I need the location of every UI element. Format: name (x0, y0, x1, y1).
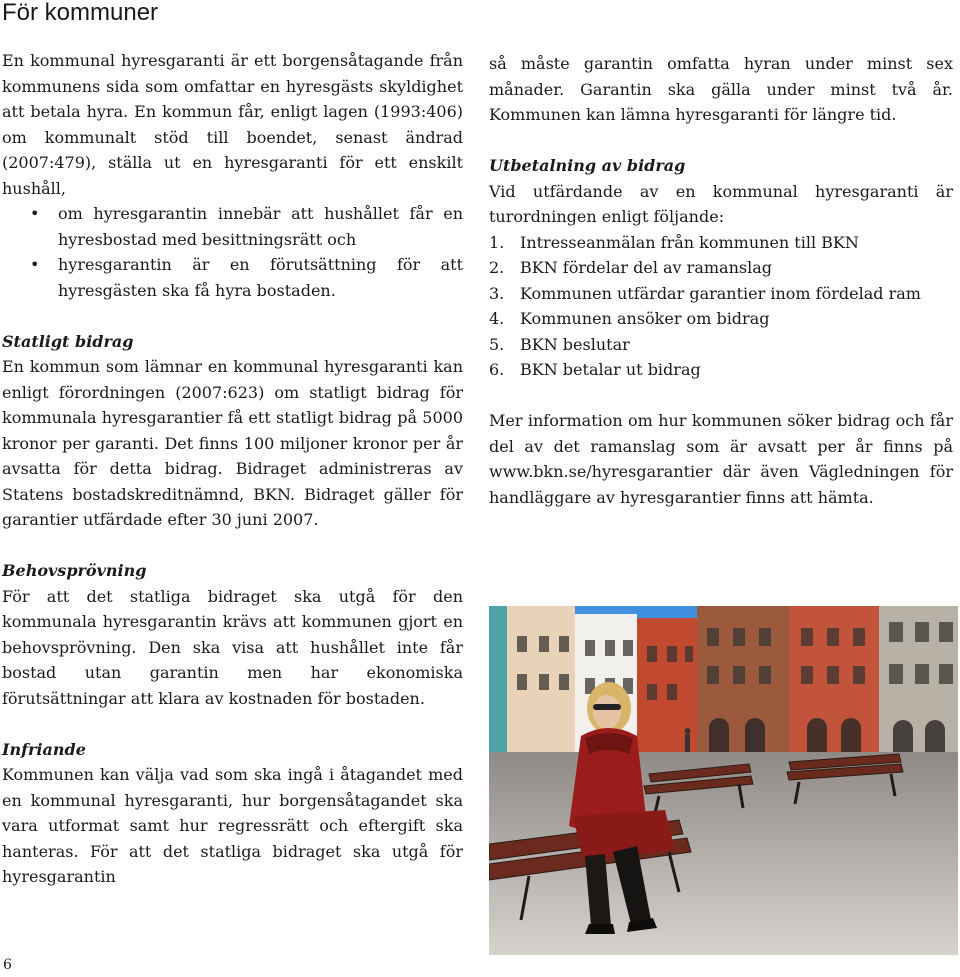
payment-step: 3. Kommunen utfärdar garantier inom fördelad ram (489, 283, 921, 303)
condition-list (2, 201, 463, 303)
payment-step: 6. BKN betalar ut bidrag (489, 360, 701, 379)
page-heading: För kommuner (2, 0, 159, 26)
intro-paragraph: En kommunal hyresgaranti är ett borgensåtagande från kommunens sida som omfattar en hyresgästs skyldighet att betala hyra. En kommun får, enligt lagen (1993:406) om kommunalt stöd till boendet, senast ändrad (2007:479), ställa ut en hyresgaranti för ett enskilt hushåll, (2, 51, 463, 198)
payment-step: 5. BKN beslutar (489, 334, 630, 354)
section-title-statligt-bidrag: Statligt bidrag (2, 331, 134, 351)
right-column (489, 51, 953, 510)
page-number: 6 (3, 957, 12, 973)
continuation-paragraph: så måste garantin omfatta hyran under minst sex månader. Garantin ska gälla under minst två år. Kommunen kan lämna hyresgaranti för längre tid. (489, 54, 953, 124)
utbetalning-intro: Vid utfärdande av en kommunal hyresgaranti är turordningen enligt följande: (489, 181, 953, 226)
town-square-photo (489, 606, 958, 955)
more-info-paragraph: Mer information om hur kommunen söker bidrag och får del av det ramanslag som är avsatt per år finns på www.bkn.se/hyresgarantier där även Vägledningen för handläggare av hyresgarantier finns att hämta. (489, 411, 953, 507)
statligt-bidrag-text: En kommun som lämnar en kommunal hyresgaranti kan enligt förordningen (2007:623) om statligt bidrag för kommunala hyresgarantier få ett statligt bidrag på 5000 kronor per garanti. Det finns 100 miljoner kronor per år avsatta för detta bidrag. Bidraget administreras av Statens bostadskreditnämnd, BKN. Bidraget gäller för garantier utfärdade efter 30 juni 2007. (2, 357, 463, 529)
payment-step: 4. Kommunen ansöker om bidrag (489, 309, 770, 328)
condition-item: • hyresgarantin är en förutsättning för att hyresgästen ska få hyra bostaden. (2, 252, 463, 303)
condition-item: • om hyresgarantin innebär att hushållet får en hyresbostad med besittningsrätt och (2, 201, 463, 252)
behovsprovning-text: För att det statliga bidraget ska utgå för den kommunala hyresgarantin krävs att kommunen gjort en behovsprövning. Den ska visa att hushållet inte får bostad utan garantin men har ekonomiska förutsättningar att klara av kostnaden för bostaden. (2, 586, 463, 708)
infriande-text: Kommunen kan välja vad som ska ingå i åtagandet med en kommunal hyresgaranti, hur borgensåtagandet ska vara utformat samt hur regressrätt och eftergift ska hanteras. För att det statliga bidraget ska utgå för hyresgarantin (2, 765, 463, 886)
payment-steps-list (489, 230, 953, 383)
section-title-behovsprovning: Behovsprövning (2, 561, 147, 580)
payment-step: 1. Intresseanmälan från kommunen till BKN (489, 232, 859, 252)
payment-step: 2. BKN fördelar del av ramanslag (489, 258, 772, 277)
section-title-utbetalning: Utbetalning av bidrag (489, 156, 686, 175)
left-column (2, 48, 463, 890)
section-title-infriande: Infriande (2, 739, 86, 759)
